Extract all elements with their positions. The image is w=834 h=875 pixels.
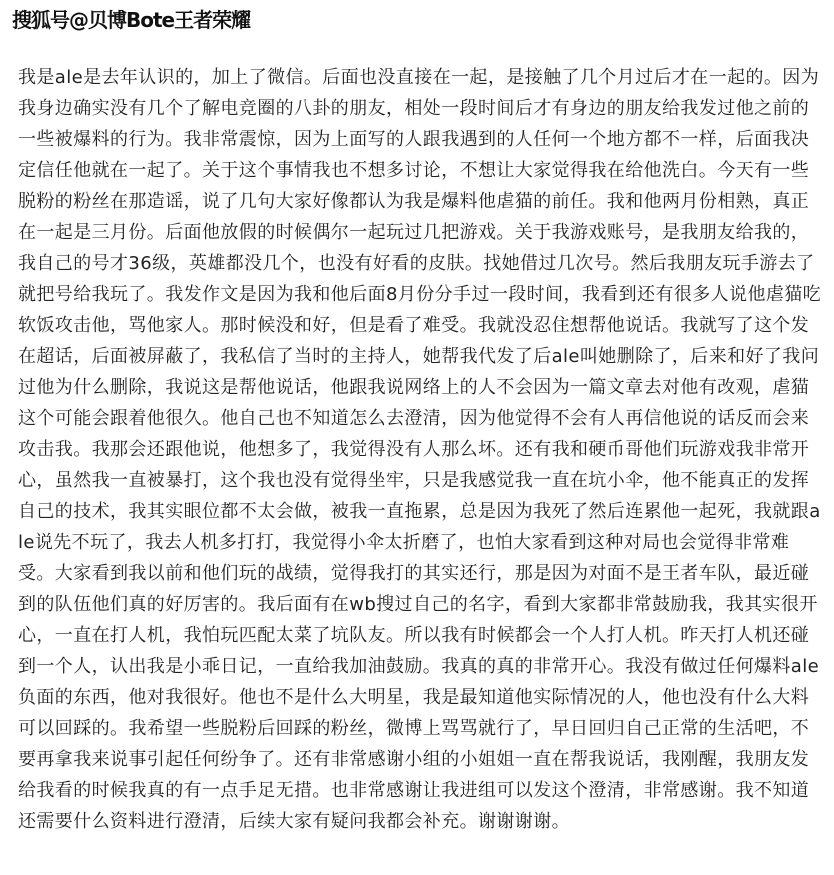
article-paragraph: 我是ale是去年认识的，加上了微信。后面也没直接在一起，是接触了几个月过后才在一起的。因为我身边确实没有几个了解电竞圈的八卦的朋友，相处一段时间后才有身边的朋友给我发过他之前的一些被爆料的行为。我非常震惊，因为上面写的人跟我遇到的人任何一个地方都不一样，后面我决定信任他就在一起了。关于这个事情我也不想多讨论，不想让大家觉得我在给他洗白。今天有一些脱粉的粉丝在那造谣，说了几句大家好像都认为我是爆料他虐猫的前任。我和他两月份相熟，真正在一起是三月份。后面他放假的时候偶尔一起玩过几把游戏。关于我游戏账号，是我朋友给我的，我自己的号才36级，英雄都没几个，也没有好看的皮肤。找她借过几次号。然后我朋友玩手游去了就把号给我玩了。我发作文是因为我和他后面8月份分手过一段时间，我看到还有很多人说他虐猫吃软饭攻击他，骂他家人。那时候没和好，但是看了难受。我就没忍住想帮他说话。我就写了这个发在超话，后面被屏蔽了，我私信了当时的主持人，她帮我代发了后ale叫她删除了，后来和好了我问过他为什么删除，我说这是帮他说话，他跟我说网络上的人不会因为一篇文章去对他有改观，虐猫这个可能会跟着他很久。他自己也不知道怎么去澄清，因为他觉得不会有人再信他说的话反而会来攻击我。我那会还跟他说，他想多了，我觉得没有人那么坏。还有我和硬币哥他们玩游戏我非常开心，虽然我一直被暴打，这个我也没有觉得坐牢，只是我感觉我一直在坑小伞，他不能真正的发挥自己的技术，我其实眼位都不太会做，被我一直拖累，总是因为我死了然后连累他一起死，我就跟ale说先不玩了，我去人机多打打，我觉得小伞太折磨了，也怕大家看到这种对局也会觉得非常难受。大家看到我以前和他们玩的战绩，觉得我打的其实还行，那是因为对面不是王者车队，最近碰到的队伍他们真的好厉害的。我后面有在wb搜过自己的名字，看到大家都非常鼓励我，我其实很开心，一直在打人机，我怕玩匹配太菜了坑队友。所以我有时候都会一个人打人机。昨天打人机还碰到一个人，认出我是小乖日记，一直给我加油鼓励。我真的真的非常开心。我没有做过任何爆料ale负面的东西，他对我很好。他也不是什么大明星，我是最知道他实际情况的人，他也没有什么大料可以回踩的。我希望一些脱粉后回踩的粉丝，微博上骂骂就行了，早日回归自己正常的生活吧，不要再拿我来说事引起任何纷争了。还有非常感谢小组的小姐姐一直在帮我说话，我刚醒，我朋友发给我看的时候我真的有一点手足无措。也非常感谢让我进组可以发这个澄清，非常感谢。我不知道还需要什么资料进行澄清，后续大家有疑问我都会补充。谢谢谢谢。: [18, 67, 822, 832]
watermark-text: 搜狐号@贝博Bote王者荣耀: [12, 8, 251, 32]
